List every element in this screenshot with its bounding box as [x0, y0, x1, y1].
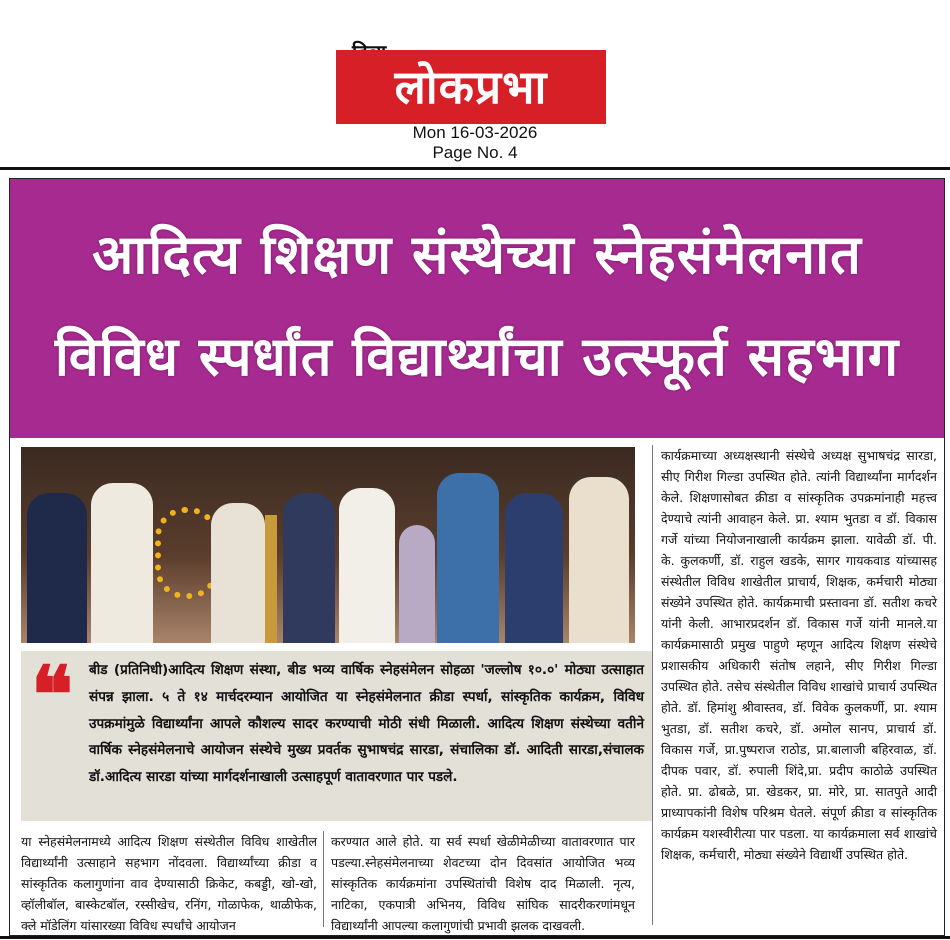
person-figure [339, 488, 395, 643]
pullquote [21, 651, 653, 821]
body-column-middle: करण्यात आले होते. या सर्व स्पर्धा खेळीमेळीच्या वातावरणात पार पडल्या.स्नेहसंमेलनाच्या शेवटच्या दोन दिवसांत आयोजित भव्य सांस्कृतिक कार्यक्रमांना उपस्थितांची विशेष दाद मिळाली. नृत्य, नाटिका, एकपात्री अभिनय, विविध सांघिक सादरीकरणांमधून विद्यार्थ्यांनी आपल्या कलागुणांची प्रभावी झलक दाखवली. [331, 834, 635, 933]
headline-line-2: विविध स्पर्धांत विद्यार्थ्यांचा उत्स्फूर्त सहभाग [54, 325, 900, 388]
page-number: Page No. 4 [432, 143, 518, 162]
body-column-right: कार्यक्रमाच्या अध्यक्षस्थानी संस्थेचे अध्यक्ष सुभाषचंद्र सारडा, सीए गिरीश गिल्डा उपस्थित होते. त्यांनी विद्यार्थ्यांना मार्गदर्शन केले. शिक्षणासोबत क्रीडा व सांस्कृतिक उपक्रमांनाही महत्त्व देण्याचे त्यांनी आवाहन केले. प्रा. श्याम भुतडा व डॉ. विकास गर्जे यांच्या नियोजनाखाली कार्यक्रम झाला. यावेळी डॉ. पी. के. कुलकर्णी, डॉ. राहुल खडके, सागर गायकवाड यांच्यासह संस्थेतील विविध शाखेतील प्राचार्य, शिक्षक, कर्मचारी मोठ्या संख्येने उपस्थित होते. कार्यक्रमाची प्रस्तावना डॉ. सतीश कचरे यांनी केली. आभारप्रदर्शन डॉ. विकास गर्जे यांनी मानले.या कार्यक्रमासाठी प्रमुख पाहुणे म्हणून आदित्य शिक्षण संस्थेचे प्रशासकीय अधिकारी संतोष लहाने, सीए गिरीश गिल्डा उपस्थित होते. तसेच संस्थेतील विविध शाखांचे प्राचार्य उपस्थित होते. डॉ. हिमांशु श्रीवास्तव, डॉ. विवेक कुलकर्णी, प्रा. श्याम भुतडा, डॉ. सतीश कचरे, डॉ. अमोल सानप, प्राचार्य डॉ. विकास गर्जे, प्रा.पुष्पराज राठोड, प्रा.बालाजी बहिरवाळ, डॉ. दीपक पवार, डॉ. रुपाली शिंदे,प्रा. प्रदीप काठोळे उपस्थित होते. प्रा. ढोबळे, प्रा. खेडकर, प्रा. मोरे, प्रा. सातपुते आदी प्राध्यापकांनी विशेष परिश्रम घेतले. संपूर्ण क्रीडा व सांस्कृतिक कार्यक्रम यशस्वीरीत्या पार पडला. या कार्यक्रमाला सर्व शाखांचे शिक्षक, कर्मचारी, मोठ्या संख्येने विद्यार्थी उपस्थित होते. [661, 448, 937, 862]
person-figure [569, 477, 629, 643]
newspaper-logo: लोकप्रभा [336, 50, 606, 124]
issue-date: Mon 16-03-2026 [412, 123, 538, 142]
top-rule [0, 167, 950, 170]
body-column-left: या स्नेहसंमेलनामध्ये आदित्य शिक्षण संस्थेतील विविध शाखेतील विद्यार्थ्यांनी उत्साहाने सहभाग नोंदवला. विद्यार्थ्यांच्या क्रीडा व सांस्कृतिक कलागुणांना वाव देण्यासाठी क्रिकेट, कबड्डी, खो-खो, व्हॉलीबॉल, बास्केटबॉल, रस्सीखेच, रनिंग, गोळाफेक, थाळीफेक, क्ले मॉडेलिंग यांसारख्या विविध स्पर्धांचे आयोजन [21, 834, 317, 933]
person-figure [27, 493, 87, 643]
person-figure [91, 483, 153, 643]
article-clipping [9, 178, 945, 936]
bottom-rule [0, 936, 950, 939]
headline-banner [10, 179, 944, 438]
headline-line-1: आदित्य शिक्षण संस्थेच्या स्नेहसंमेलनात [92, 223, 862, 286]
person-figure [283, 493, 335, 643]
lamp-icon [265, 515, 277, 643]
pullquote-text: बीड (प्रतिनिधी)आदित्य शिक्षण संस्था, बीड भव्य वार्षिक स्नेहसंमेलन सोहळा 'जल्लोष १०.०' मोठ्या उत्साहात संपन्न झाला. ५ ते १४ मार्चदरम्यान आयोजित या स्नेहसंमेलनात क्रीडा स्पर्धा, सांस्कृतिक कार्यक्रम, विविध उपक्रमांमुळे विद्यार्थ्यांना आपले कौशल्य सादर करण्याची मोठी संधी मिळाली. आदित्य शिक्षण संस्थेच्या वतीने वार्षिक स्नेहसंमेलनाचे आयोजन संस्थेचे मुख्य प्रवर्तक सुभाषचंद्र सारडा, संचालिका डॉ. आदिती सारडा,संचालक डॉ.आदित्य सारडा यांच्या मार्गदर्शनाखाली उत्साहपूर्ण वातावरणात पार पडले. [89, 662, 644, 786]
garland-decoration [155, 507, 219, 599]
quote-icon: ❝ [31, 650, 73, 741]
column-divider [652, 445, 653, 925]
person-figure [211, 503, 265, 643]
event-photo [21, 447, 635, 643]
person-figure [399, 525, 435, 643]
person-figure [505, 493, 563, 643]
column-divider [323, 831, 324, 927]
person-figure [437, 473, 499, 643]
masthead [0, 0, 950, 168]
